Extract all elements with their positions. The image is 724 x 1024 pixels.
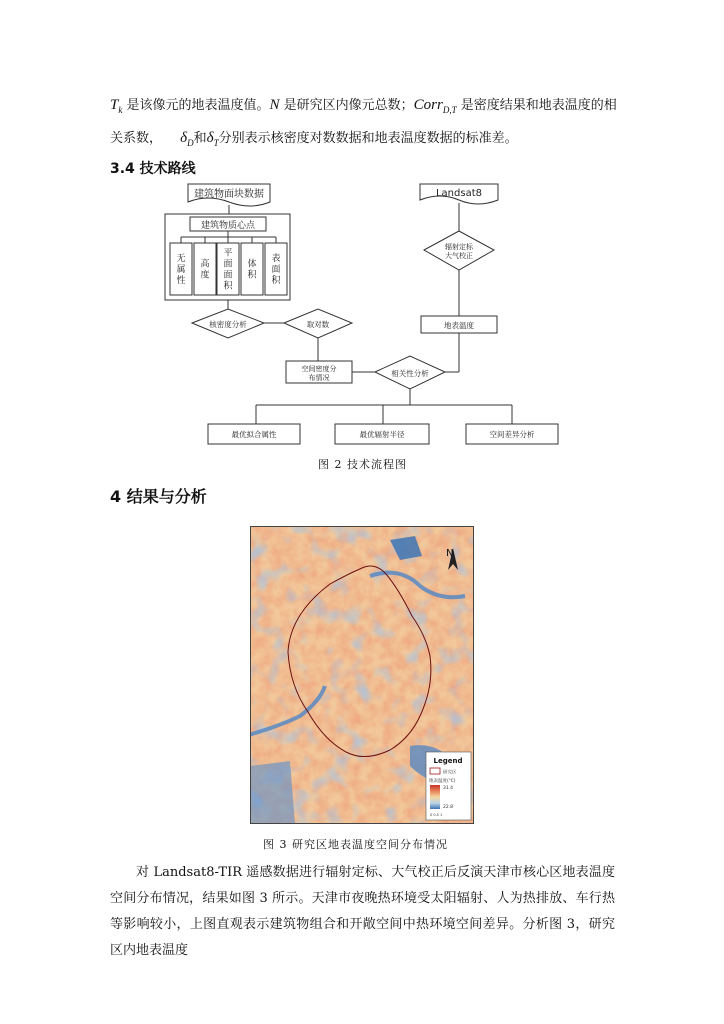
- symbol-n: N: [269, 97, 280, 113]
- text: 是该像元的地表温度值。: [122, 98, 270, 113]
- section-heading-4: 4 结果与分析: [110, 487, 207, 506]
- figure-3-caption: 图 3 研究区地表温度空间分布情况: [263, 838, 448, 851]
- legend-lst-label: 地表温度(℃): [429, 779, 456, 784]
- lst-label: 地表温度: [444, 321, 474, 330]
- right-document-label: Landsat8: [435, 188, 483, 199]
- text: 关系数，: [110, 131, 163, 146]
- attribute-char: 积: [271, 276, 281, 286]
- lst-map: [250, 526, 474, 824]
- attribute-char: 面: [223, 259, 233, 270]
- text: 是密度结果和地表温度的相: [456, 98, 617, 113]
- symbol-delta-d: $\delta_D$: [180, 130, 194, 148]
- symbol-corr: Corr$_{D,T}$: [413, 97, 457, 115]
- spatial-density-label-1: 空间密度分: [301, 365, 337, 373]
- flowchart-figure: [0, 0, 724, 460]
- building-points-label: 建筑物质心点: [200, 221, 256, 231]
- symbol-delta-t: $\delta_T$: [206, 130, 219, 148]
- symbol-t: $T_k$: [110, 97, 123, 115]
- attribute-char: 平: [223, 248, 233, 259]
- map-legend: [426, 752, 471, 820]
- figure-2-caption: 图 2 技术流程图: [318, 458, 407, 471]
- text: 分别表示核密度对数数据和地表温度数据的标准差。: [218, 131, 518, 146]
- attribute-char: 体: [247, 259, 257, 270]
- result-label-2: 最优辐射半径: [359, 430, 405, 439]
- log-label: 取对数: [306, 320, 330, 329]
- attribute-char: 积: [223, 281, 233, 292]
- legend-scale: 0 0.5 1: [430, 813, 443, 817]
- legend-color-ramp: [430, 785, 440, 809]
- attribute-char: 性: [176, 276, 186, 286]
- legend-boundary-label: 研究区: [443, 770, 457, 776]
- map-water-sw: [250, 761, 295, 824]
- correlation-label: 相关性分析: [391, 369, 429, 378]
- attribute-char: 积: [247, 270, 257, 281]
- attribute-char: 度: [200, 270, 210, 281]
- left-document-label: 建筑物面块数据: [194, 189, 264, 200]
- section-heading-3-4: 3.4 技术路线: [110, 161, 196, 177]
- result-label-3: 空间差异分析: [489, 430, 535, 439]
- attribute-char: 面: [223, 270, 233, 281]
- spatial-density-label-2: 布情况: [308, 374, 330, 382]
- radiometric-label-2: 大气校正: [445, 252, 473, 260]
- legend-title: Legend: [433, 757, 463, 765]
- legend-low: 22.8: [443, 805, 454, 810]
- text: 是研究区内像元总数；: [279, 98, 414, 113]
- legend-high: 31.4: [443, 786, 454, 791]
- result-label-1: 最优拟合属性: [231, 430, 277, 439]
- attribute-char: 属: [176, 265, 186, 275]
- radiometric-label-1: 辐射定标: [445, 243, 473, 251]
- attribute-char: 无: [176, 254, 186, 264]
- text: 和: [193, 131, 207, 146]
- attribute-char: 表: [271, 254, 281, 264]
- north-label: N: [446, 548, 454, 559]
- results-paragraph: 对 Landsat8-TIR 遥感数据进行辐射定标、大气校正后反演天津市核心区地表温度空间分布情况，结果如图 3 所示。天津市夜晚热环境受太阳辐射、人为热排放、车行热等影响较小，上图直观表示建筑物组合和开敞空间中热环境空间差异。分析图 3，研究区内地表温度: [110, 865, 615, 958]
- attribute-char: 面: [271, 265, 281, 275]
- kde-label: 核密度分析: [209, 320, 247, 329]
- lst-map-figure: [250, 526, 474, 824]
- attribute-char: 高: [200, 259, 210, 270]
